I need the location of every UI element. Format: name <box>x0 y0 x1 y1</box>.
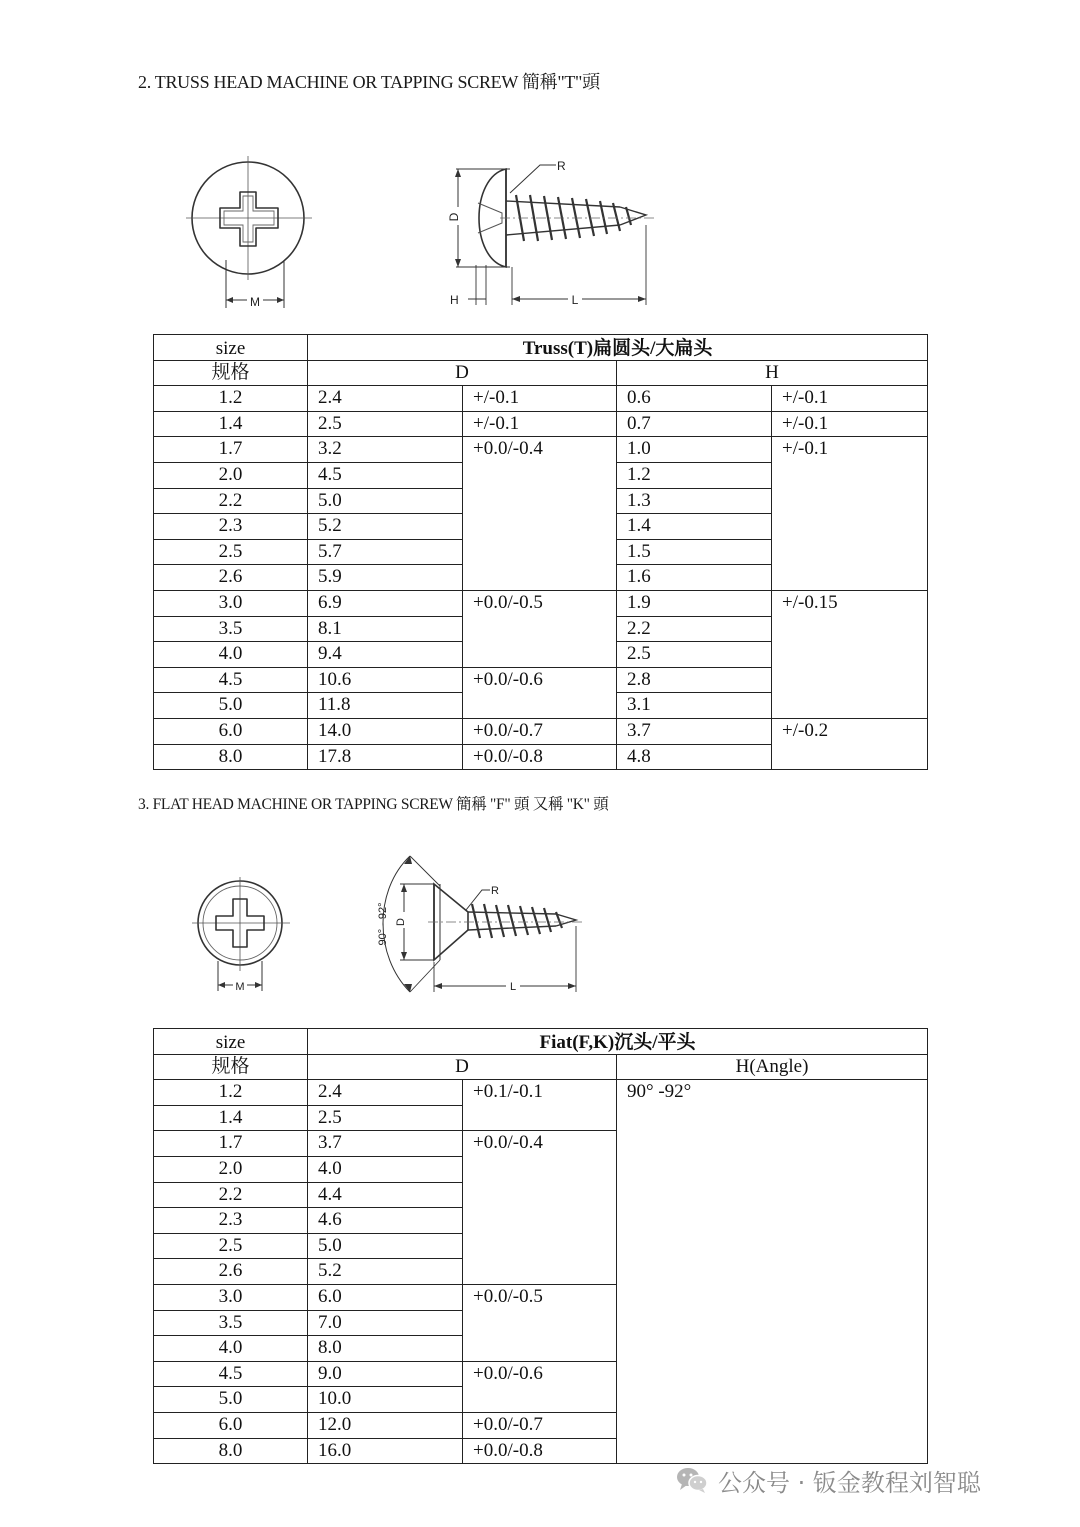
size-cell: 1.4 <box>154 1105 308 1131</box>
d-value-cell: 17.8 <box>308 744 463 770</box>
size-cell: 4.0 <box>154 1336 308 1362</box>
d-value-cell: 14.0 <box>308 718 463 744</box>
d-value-cell: 8.0 <box>308 1336 463 1362</box>
d-value-cell: 5.2 <box>308 514 463 540</box>
dim-label-m: M <box>250 295 260 309</box>
d-tolerance-cell: +0.0/-0.5 <box>463 590 617 667</box>
d-value-cell: 16.0 <box>308 1438 463 1464</box>
d-tolerance-cell: +0.0/-0.4 <box>463 1131 617 1285</box>
d-value-cell: 3.7 <box>308 1131 463 1157</box>
size-cell: 5.0 <box>154 693 308 719</box>
h-angle-cell: 90° -92° <box>617 1080 928 1464</box>
h-tolerance-cell: +/-0.2 <box>772 718 928 769</box>
column-header-d: D <box>308 1054 617 1080</box>
flat-screw-side-view <box>370 850 590 1000</box>
size-cell: 1.7 <box>154 1131 308 1157</box>
d-tolerance-cell: +0.0/-0.4 <box>463 437 617 591</box>
h-value-cell: 1.0 <box>617 437 772 463</box>
h-tolerance-cell: +/-0.1 <box>772 386 928 412</box>
h-tolerance-cell: +/-0.1 <box>772 411 928 437</box>
watermark <box>676 1462 981 1498</box>
d-value-cell: 2.4 <box>308 386 463 412</box>
d-tolerance-cell: +0.0/-0.8 <box>463 1438 617 1464</box>
wechat-icon <box>676 1466 708 1494</box>
d-value-cell: 2.5 <box>308 1105 463 1131</box>
h-value-cell: 1.4 <box>617 514 772 540</box>
section-heading-truss: 2. TRUSS HEAD MACHINE OR TAPPING SCREW 簡稱"T"頭 <box>138 72 600 92</box>
column-header-d: D <box>308 360 617 386</box>
size-cell: 4.5 <box>154 667 308 693</box>
table-row <box>154 718 928 744</box>
size-cell: 4.5 <box>154 1361 308 1387</box>
size-header-cn: 规格 <box>154 360 308 386</box>
size-cell: 1.2 <box>154 1080 308 1106</box>
d-value-cell: 5.7 <box>308 539 463 565</box>
d-tolerance-cell: +0.0/-0.5 <box>463 1284 617 1361</box>
size-cell: 2.0 <box>154 1156 308 1182</box>
d-value-cell: 4.4 <box>308 1182 463 1208</box>
d-value-cell: 7.0 <box>308 1310 463 1336</box>
size-cell: 3.0 <box>154 1284 308 1310</box>
size-cell: 2.2 <box>154 488 308 514</box>
d-tolerance-cell: +/-0.1 <box>463 411 617 437</box>
size-cell: 2.3 <box>154 1208 308 1234</box>
dim-label-d: D <box>447 212 461 222</box>
h-value-cell: 1.3 <box>617 488 772 514</box>
flat-head-top-view <box>192 875 302 995</box>
table-row <box>154 386 928 412</box>
size-header: size <box>154 1029 308 1055</box>
d-tolerance-cell: +/-0.1 <box>463 386 617 412</box>
d-value-cell: 10.0 <box>308 1387 463 1413</box>
d-value-cell: 5.0 <box>308 488 463 514</box>
table-title: Fiat(F,K)沉头/平头 <box>308 1029 928 1055</box>
size-cell: 6.0 <box>154 1412 308 1438</box>
d-tolerance-cell: +0.0/-0.7 <box>463 1412 617 1438</box>
table-title: Truss(T)扁圆头/大扁头 <box>308 335 928 361</box>
h-value-cell: 0.7 <box>617 411 772 437</box>
h-value-cell: 1.5 <box>617 539 772 565</box>
size-cell: 3.5 <box>154 616 308 642</box>
d-value-cell: 10.6 <box>308 667 463 693</box>
h-tolerance-cell: +/-0.15 <box>772 590 928 718</box>
d-value-cell: 5.0 <box>308 1233 463 1259</box>
dim-label-h: H <box>450 293 459 307</box>
table-row <box>154 437 928 463</box>
size-cell: 8.0 <box>154 1438 308 1464</box>
d-tolerance-cell: +0.0/-0.6 <box>463 667 617 718</box>
h-value-cell: 0.6 <box>617 386 772 412</box>
size-cell: 8.0 <box>154 744 308 770</box>
h-value-cell: 3.7 <box>617 718 772 744</box>
h-value-cell: 2.5 <box>617 642 772 668</box>
column-header-h: H <box>617 360 928 386</box>
d-value-cell: 5.2 <box>308 1259 463 1285</box>
dim-label-m: M <box>235 981 245 993</box>
size-cell: 2.0 <box>154 462 308 488</box>
dim-label-l: L <box>571 293 579 307</box>
d-value-cell: 3.2 <box>308 437 463 463</box>
d-value-cell: 6.0 <box>308 1284 463 1310</box>
size-cell: 4.0 <box>154 642 308 668</box>
d-value-cell: 4.0 <box>308 1156 463 1182</box>
size-cell: 2.3 <box>154 514 308 540</box>
truss-head-top-view <box>190 150 320 315</box>
watermark-text: 公众号 · 钣金教程刘智聪 <box>718 1468 981 1497</box>
size-cell: 5.0 <box>154 1387 308 1413</box>
size-cell: 1.4 <box>154 411 308 437</box>
d-value-cell: 6.9 <box>308 590 463 616</box>
d-value-cell: 8.1 <box>308 616 463 642</box>
d-tolerance-cell: +0.0/-0.8 <box>463 744 617 770</box>
size-cell: 3.0 <box>154 590 308 616</box>
size-cell: 1.2 <box>154 386 308 412</box>
size-cell: 3.5 <box>154 1310 308 1336</box>
flat-spec-table <box>153 1028 928 1464</box>
table-row <box>154 1080 928 1106</box>
truss-screw-side-view <box>440 155 660 310</box>
size-cell: 2.2 <box>154 1182 308 1208</box>
h-value-cell: 1.6 <box>617 565 772 591</box>
d-value-cell: 9.0 <box>308 1361 463 1387</box>
d-value-cell: 2.5 <box>308 411 463 437</box>
size-cell: 1.7 <box>154 437 308 463</box>
h-value-cell: 2.8 <box>617 667 772 693</box>
h-tolerance-cell: +/-0.1 <box>772 437 928 591</box>
d-value-cell: 4.6 <box>308 1208 463 1234</box>
column-header-h-angle: H(Angle) <box>617 1054 928 1080</box>
h-value-cell: 4.8 <box>617 744 772 770</box>
dim-label-angle: 90° - 92° <box>377 902 389 946</box>
d-tolerance-cell: +0.0/-0.6 <box>463 1361 617 1412</box>
d-value-cell: 12.0 <box>308 1412 463 1438</box>
d-tolerance-cell: +0.0/-0.7 <box>463 718 617 744</box>
h-value-cell: 1.9 <box>617 590 772 616</box>
h-value-cell: 1.2 <box>617 462 772 488</box>
dim-label-r: R <box>491 885 499 897</box>
d-tolerance-cell: +0.1/-0.1 <box>463 1080 617 1131</box>
table-row <box>154 590 928 616</box>
h-value-cell: 2.2 <box>617 616 772 642</box>
dim-label-d: D <box>395 918 407 926</box>
size-cell: 2.5 <box>154 1233 308 1259</box>
d-value-cell: 9.4 <box>308 642 463 668</box>
d-value-cell: 11.8 <box>308 693 463 719</box>
d-value-cell: 2.4 <box>308 1080 463 1106</box>
truss-spec-table <box>153 334 928 770</box>
d-value-cell: 4.5 <box>308 462 463 488</box>
dim-label-l: L <box>509 981 517 993</box>
d-value-cell: 5.9 <box>308 565 463 591</box>
size-cell: 2.6 <box>154 1259 308 1285</box>
h-value-cell: 3.1 <box>617 693 772 719</box>
size-header: size <box>154 335 308 361</box>
size-cell: 2.6 <box>154 565 308 591</box>
size-header-cn: 规格 <box>154 1054 308 1080</box>
section-heading-flat: 3. FLAT HEAD MACHINE OR TAPPING SCREW 簡稱 "F" 頭 又稱 "K" 頭 <box>138 796 609 813</box>
table-row <box>154 411 928 437</box>
dim-label-r: R <box>557 159 566 173</box>
size-cell: 2.5 <box>154 539 308 565</box>
size-cell: 6.0 <box>154 718 308 744</box>
